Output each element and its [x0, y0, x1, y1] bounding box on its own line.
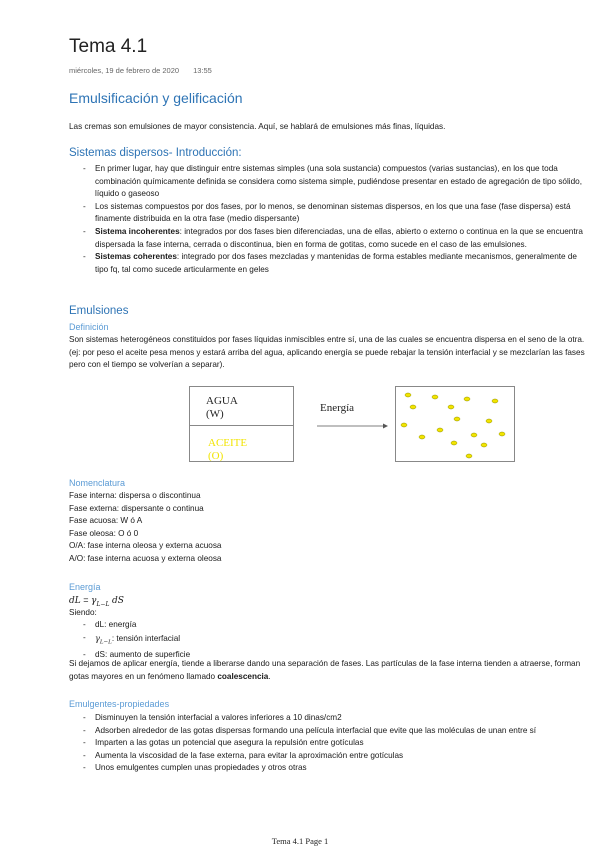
page-date: miércoles, 19 de febrero de 2020	[69, 66, 180, 75]
arrow-icon	[317, 422, 389, 430]
energy-label: Energía	[320, 402, 355, 414]
droplet	[464, 397, 470, 401]
list-item: - dL: energía	[69, 619, 589, 632]
intro-text: Las cremas son emulsiones de mayor consistencia. Aquí, se hablará de emulsiones más finas, líquidas.	[69, 122, 446, 131]
list-item: - $\gamma_{L-L}$: tensión interfacial	[69, 632, 589, 649]
page-meta	[69, 66, 212, 75]
definicion-heading: Definición	[69, 322, 109, 332]
page-footer: Tema 4.1 Page 1	[271, 836, 329, 846]
list-item: Fase oleosa: O ó 0	[69, 528, 139, 538]
phases-box	[189, 386, 294, 462]
energia-list	[69, 619, 589, 661]
emulgentes-list-block	[69, 712, 589, 775]
list-item: - Aumenta la viscosidad de la fase externa, para evitar la aproximación entre gotículas	[69, 750, 589, 763]
emulsion-diagram	[189, 386, 589, 466]
droplet	[410, 405, 416, 409]
energia-paragraph: Si dejamos de aplicar energía, tiende a liberarse dando una separación de fases. Las partículas de la fase interna tienden a atraerse, forman gotas mayores en un fenómeno llamado coalescencia.	[69, 659, 581, 681]
list-item: Fase interna: dispersa o discontinua	[69, 491, 201, 500]
page-title: Tema 4.1	[69, 36, 148, 57]
energy-formula: dL = $\gamma_{L-L}$ dS	[69, 595, 124, 608]
oil-phase-label: ACEITE (O)	[208, 437, 248, 462]
emulgentes-heading: Emulgentes-propiedades	[69, 699, 170, 709]
emulsion-box	[395, 386, 515, 462]
droplet	[451, 441, 457, 445]
list-item: - Los sistemas compuestos por dos fases, por lo menos, se denominan sistemas dispersos, en los que una fase (fase dispersa) está finamente distribuida en la otra fase (medio dispersante)	[69, 201, 591, 226]
definicion-text: Son sistemas heterogéneos constituidos por fases líquidas inmiscibles entre sí, una de las cuales se encuentra dispersa en el seno de la otra. (ej: por peso el aceite pesa menos y estará arriba del agua, aplicando energía se puede rebajar la tensión interfacial y se mezclarían las fases pero con el tiempo se volverían a separar).	[69, 335, 585, 370]
water-phase-label: AGUA (W)	[206, 395, 238, 420]
droplet	[419, 435, 425, 439]
droplet	[481, 443, 487, 447]
droplet	[448, 405, 454, 409]
droplet	[437, 428, 443, 432]
list-item: A/O: fase interna acuosa y externa oleosa	[69, 553, 222, 563]
droplet	[454, 417, 460, 421]
list-item: - Sistema incoherentes: integrados por dos fases bien diferenciadas, una de ellas, abierto o externo o continua en la que se encuentra dispersada la fase interna, cerrada o discontinua, bien en forma de gotitas, como sucede en el caso de las emulsiones.	[69, 226, 591, 251]
page-time: 13:55	[193, 66, 212, 75]
list-item: Fase externa: dispersante o continua	[69, 503, 204, 513]
energia-siendo: Siendo:	[69, 608, 97, 617]
section-title: Emulsificación y gelificación	[69, 90, 243, 106]
list-item: - Sistemas coherentes: integrado por dos fases mezcladas y mantenidas de forma estables mediante mecanismos, generalmente de tipo fq, tal como sucede articularmente en geles	[69, 251, 591, 276]
list-item: O/A: fase interna oleosa y externa acuosa	[69, 541, 222, 551]
sistemas-heading: Sistemas dispersos- Introducción:	[69, 147, 242, 159]
droplet	[466, 454, 472, 458]
droplet	[405, 393, 411, 397]
energia-definitions	[69, 619, 589, 661]
droplet	[432, 395, 438, 399]
list-item: Fase acuosa: W ó A	[69, 516, 143, 526]
emulsiones-heading: Emulsiones	[69, 305, 129, 317]
list-item: - Disminuyen la tensión interfacial a valores inferiores a 10 dinas/cm2	[69, 712, 589, 725]
sistemas-list	[69, 163, 591, 276]
droplet	[499, 432, 505, 436]
list-item: - En primer lugar, hay que distinguir entre sistemas simples (una sola sustancia) compuestos (varias sustancias), en los que toda combinación químicamente definida se considera como sistema simple, pudiéndose presentar en estado de agregación de tipo sólido, líquido o gaseoso	[69, 163, 591, 201]
droplet	[401, 423, 407, 427]
nomenclatura-list	[69, 490, 589, 566]
nomenclatura-heading: Nomenclatura	[69, 478, 126, 488]
list-item: - dS: aumento de superficie	[69, 649, 589, 662]
phase-divider	[190, 425, 293, 426]
sistemas-list-block	[69, 163, 591, 276]
droplet	[471, 433, 477, 437]
droplet	[486, 419, 492, 423]
droplet	[492, 399, 498, 403]
droplets	[396, 387, 514, 461]
list-item: - Adsorben alrededor de las gotas dispersas formando una película interfacial que evite que las moléculas de unan entre sí	[69, 725, 589, 738]
list-item: - Unos emulgentes cumplen unas propiedades y otros otras	[69, 762, 589, 775]
emulgentes-list	[69, 712, 589, 775]
energia-heading: Energía	[69, 582, 101, 592]
list-item: - Imparten a las gotas un potencial que asegura la repulsión entre gotículas	[69, 737, 589, 750]
